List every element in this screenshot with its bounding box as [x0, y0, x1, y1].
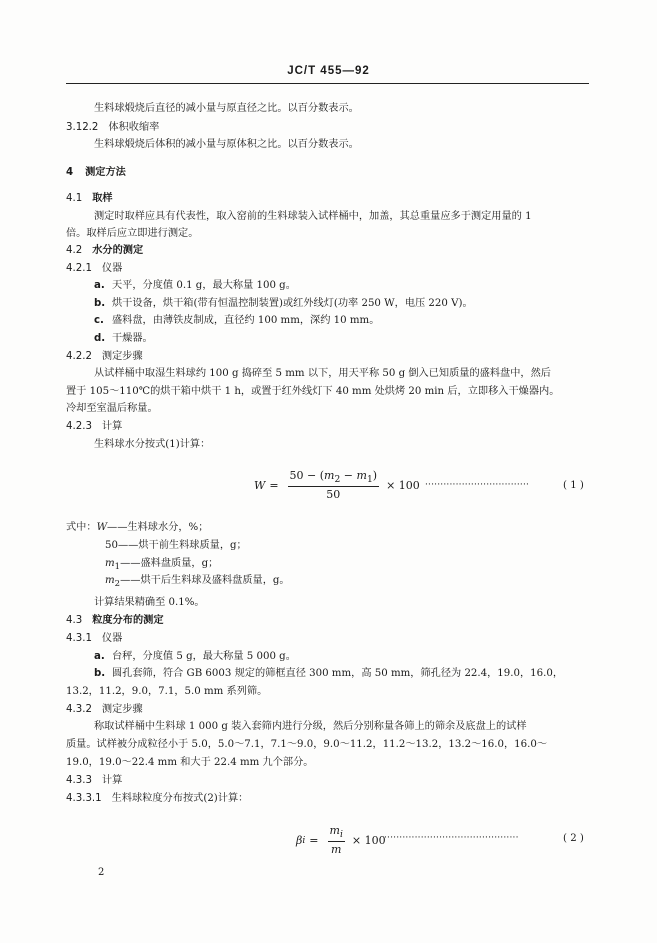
formula-fraction	[328, 825, 345, 855]
variable-desc: ——烘干前生料球质量，g；	[117, 540, 247, 551]
formula-denominator: m	[330, 843, 342, 857]
section-title: 仪器	[101, 633, 123, 644]
procedure-line-3: 冷却至室温后称量。	[66, 403, 158, 414]
item-text: 烘干设备，烘干箱(带有恒温控制装置)或红外线灯(功率 250 W，电压 220 V)。	[112, 298, 473, 309]
sampling-line-1: 测定时取样应具有代表性，取入窑前的生料球装入试样桶中，加盖，其总重量应多于测定用量的 1	[94, 211, 532, 222]
variable-symbol: 50	[105, 540, 118, 551]
header-rule	[66, 83, 589, 84]
def-diameter-shrinkage: 生料球煅烧后直径的减小量与原直径之比。以百分数表示。	[94, 103, 359, 114]
formula-lhs: β	[296, 833, 303, 847]
mass-subscript: 1	[366, 474, 373, 486]
section-4-2-2	[66, 352, 143, 362]
variable-desc: ——盛料盘质量，g；	[120, 558, 219, 569]
formula-1-leader: ··································	[425, 480, 530, 490]
instrument-item	[94, 316, 379, 326]
section-number: 4.3.3	[66, 775, 92, 786]
variable-symbol: m	[105, 575, 115, 586]
item-mark: c.	[94, 315, 104, 326]
formula-lhs-subscript: i	[302, 834, 306, 846]
where-item	[105, 559, 218, 572]
item-mark: a.	[94, 280, 105, 291]
formula-denominator: 50	[326, 488, 341, 502]
section-number: 4.2.1	[66, 263, 92, 274]
item-mark: b.	[94, 298, 106, 309]
formula-equals: =	[309, 833, 319, 847]
section-title: 体积收缩率	[108, 122, 160, 133]
instrument-item-cont: 13.2，11.2，9.0，7.1，5.0 mm 系列筛。	[66, 686, 268, 697]
item-mark: b.	[94, 668, 106, 679]
sampling-line-2: 倍。取样后应立即进行测定。	[66, 228, 199, 239]
where-item	[105, 541, 247, 551]
section-4-2-3	[66, 422, 122, 432]
standard-header: JC/T 455—92	[287, 65, 370, 77]
section-number: 4.2	[66, 245, 83, 256]
section-4-3-1	[66, 634, 122, 644]
item-text: 天平，分度值 0.1 g，最大称量 100 g。	[112, 280, 296, 291]
section-title: 测定步骤	[101, 351, 143, 362]
where-w	[66, 523, 208, 533]
section-title: 水分的测定	[92, 245, 144, 256]
precision-note: 计算结果精确至 0.1%。	[94, 597, 205, 608]
section-4-2-heading	[66, 246, 143, 256]
section-4-3-2	[66, 705, 143, 715]
procedure2-line-3: 19.0，19.0～22.4 mm 和大于 22.4 mm 九个部分。	[66, 757, 314, 768]
formula-fraction	[288, 470, 380, 500]
procedure2-line-1: 称取试样桶中生料球 1 000 g 装入套筛内进行分级，然后分别称量各筛上的筛余及底盘上的试样	[94, 721, 527, 732]
item-mark: d.	[94, 333, 106, 344]
section-4-heading	[66, 168, 126, 178]
instrument-item	[94, 299, 473, 309]
formula-multiplier: × 100	[351, 833, 386, 847]
instrument-item	[94, 652, 296, 662]
formula-2	[296, 825, 386, 855]
section-number: 4.2.3	[66, 421, 92, 432]
page-number: 2	[98, 867, 105, 878]
mass-symbol: m	[324, 469, 335, 482]
instrument-item	[94, 334, 153, 344]
item-mark: a.	[94, 651, 105, 662]
calc-intro-1: 生料球水分按式(1)计算：	[94, 439, 211, 450]
numerator-part: 50 − (	[289, 469, 325, 482]
variable-desc: ——生料球水分，%；	[107, 522, 209, 533]
formula-1-tag: ( 1 )	[563, 480, 584, 491]
section-4-3-heading	[66, 616, 164, 626]
formula-1	[254, 470, 420, 500]
section-number: 4	[66, 167, 74, 178]
procedure2-line-2: 质量。试样被分成粒径小于 5.0，5.0～7.1，7.1～9.0，9.0～11.2，11.2～13.2，13.2～16.0，16.0～	[66, 739, 548, 750]
section-title: 测定步骤	[101, 704, 143, 715]
item-text: 干燥器。	[112, 333, 153, 344]
numerator-close: )	[372, 469, 378, 482]
formula-numerator	[328, 825, 345, 842]
section-number: 4.2.2	[66, 351, 92, 362]
where-lead: 式中：	[66, 522, 97, 533]
section-title: 取样	[92, 193, 113, 204]
variable-desc: ——烘干后生料球及盛料盘质量，g。	[120, 575, 290, 586]
variable-symbol: m	[105, 558, 115, 569]
def-volume-shrinkage: 生料球煅烧后体积的减小量与原体积之比。以百分数表示。	[94, 139, 359, 150]
formula-multiplier: × 100	[386, 478, 420, 492]
formula-equals: =	[269, 478, 279, 492]
mass-subscript: 2	[334, 474, 341, 486]
section-number: 4.3.2	[66, 704, 92, 715]
section-title: 计算	[101, 775, 123, 786]
section-3-12-2	[66, 123, 159, 133]
formula-2-tag: ( 2 )	[563, 833, 584, 844]
mass-symbol: m	[356, 469, 367, 482]
mass-symbol: m	[329, 824, 340, 837]
mass-subscript: i	[339, 829, 343, 841]
section-title: 生料球粒度分布按式(2)计算：	[111, 793, 249, 804]
section-4-3-3-1	[66, 794, 248, 804]
section-number: 4.1	[66, 193, 83, 204]
formula-2-leader: ············································	[384, 833, 519, 843]
instrument-item	[94, 669, 563, 679]
section-title: 计算	[101, 421, 123, 432]
section-4-3-3	[66, 776, 122, 786]
item-text: 圆孔套筛，符合 GB 6003 规定的筛框直径 300 mm，高 50 mm，筛孔径为 22.4，19.0，16.0，	[112, 668, 564, 679]
section-title: 粒度分布的测定	[92, 615, 164, 626]
procedure-line-2: 置于 105～110℃的烘干箱中烘干 1 h，或置于红外线灯下 40 mm 处烘烤 20 min 后，立即移入干燥器内。	[66, 386, 560, 397]
numerator-minus: −	[340, 469, 357, 482]
instrument-item	[94, 281, 296, 291]
section-number: 3.12.2	[66, 122, 99, 133]
variable-symbol: W	[96, 522, 108, 533]
item-text: 盛料盘，由薄铁皮制成，直径约 100 mm，深约 10 mm。	[112, 315, 380, 326]
formula-numerator	[288, 470, 380, 487]
variable-subscript: 1	[114, 562, 121, 573]
formula-lhs: W	[254, 478, 266, 492]
section-number: 4.3.1	[66, 633, 92, 644]
section-number: 4.3	[66, 615, 83, 626]
section-title: 测定方法	[85, 167, 126, 178]
procedure-line-1: 从试样桶中取湿生料球约 100 g 捣碎至 5 mm 以下，用天平称 50 g 倒入已知质量的盛料盘中，然后	[94, 368, 551, 379]
variable-subscript: 2	[114, 579, 121, 590]
section-number: 4.3.3.1	[66, 793, 102, 804]
where-item	[105, 576, 290, 589]
section-title: 仪器	[101, 263, 123, 274]
item-text: 台秤，分度值 5 g，最大称量 5 000 g。	[112, 651, 296, 662]
section-4-2-1	[66, 264, 122, 274]
section-4-1-heading	[66, 194, 113, 204]
